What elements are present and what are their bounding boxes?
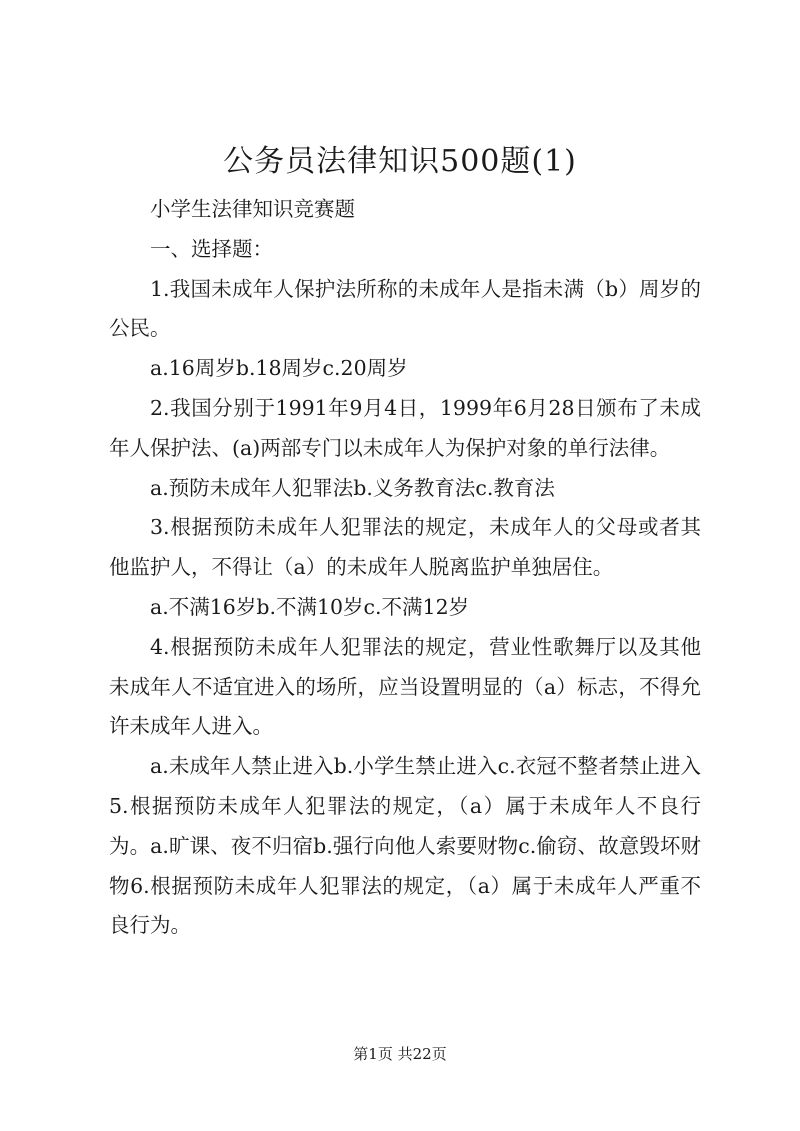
page-footer: 第1页 共22页 (353, 1045, 447, 1063)
paragraph-options-2: a.预防未成年人犯罪法b.义务教育法c.教育法 (150, 475, 555, 500)
paragraph-question-3: 3.根据预防未成年人犯罪法的规定，未成年人的父母或者其他监护人，不得让（a）的未成年人脱离监护单独居住。 (109, 515, 701, 580)
paragraph-options-3: a.不满16岁b.不满10岁c.不满12岁 (150, 594, 470, 619)
paragraph-subtitle: 小学生法律知识竞赛题 (150, 197, 355, 221)
document-title: 公务员法律知识500题(1) (223, 144, 577, 179)
paragraph-question-4: 4.根据预防未成年人犯罪法的规定，营业性歌舞厅以及其他未成年人不适宜进入的场所，应当设置明显的（a）标志，不得允许未成年人进入。 (109, 634, 701, 739)
paragraph-question-2: 2.我国分别于1991年9月4日，1999年6月28日颁布了未成年人保护法、(a)两部专门以未成年人为保护对象的单行法律。 (109, 395, 701, 460)
document-body (109, 190, 701, 946)
paragraph-section-heading: 一、选择题： (150, 236, 273, 261)
paragraph-question-1: 1.我国未成年人保护法所称的未成年人是指未满（b）周岁的公民。 (109, 276, 701, 341)
paragraph-options-4-and-questions-5-6: a.未成年人禁止进入b.小学生禁止进入c.衣冠不整者禁止进入5.根据预防未成年人犯罪法的规定，（a）属于未成年人不良行为。a.旷课、夜不归宿b.强行向他人索要财物c.偷窃、故意毁坏财物6.根据预防未成年人犯罪法的规定，（a）属于未成年人严重不良行为。 (109, 754, 701, 938)
paragraph-options-1: a.16周岁b.18周岁c.20周岁 (150, 356, 408, 381)
